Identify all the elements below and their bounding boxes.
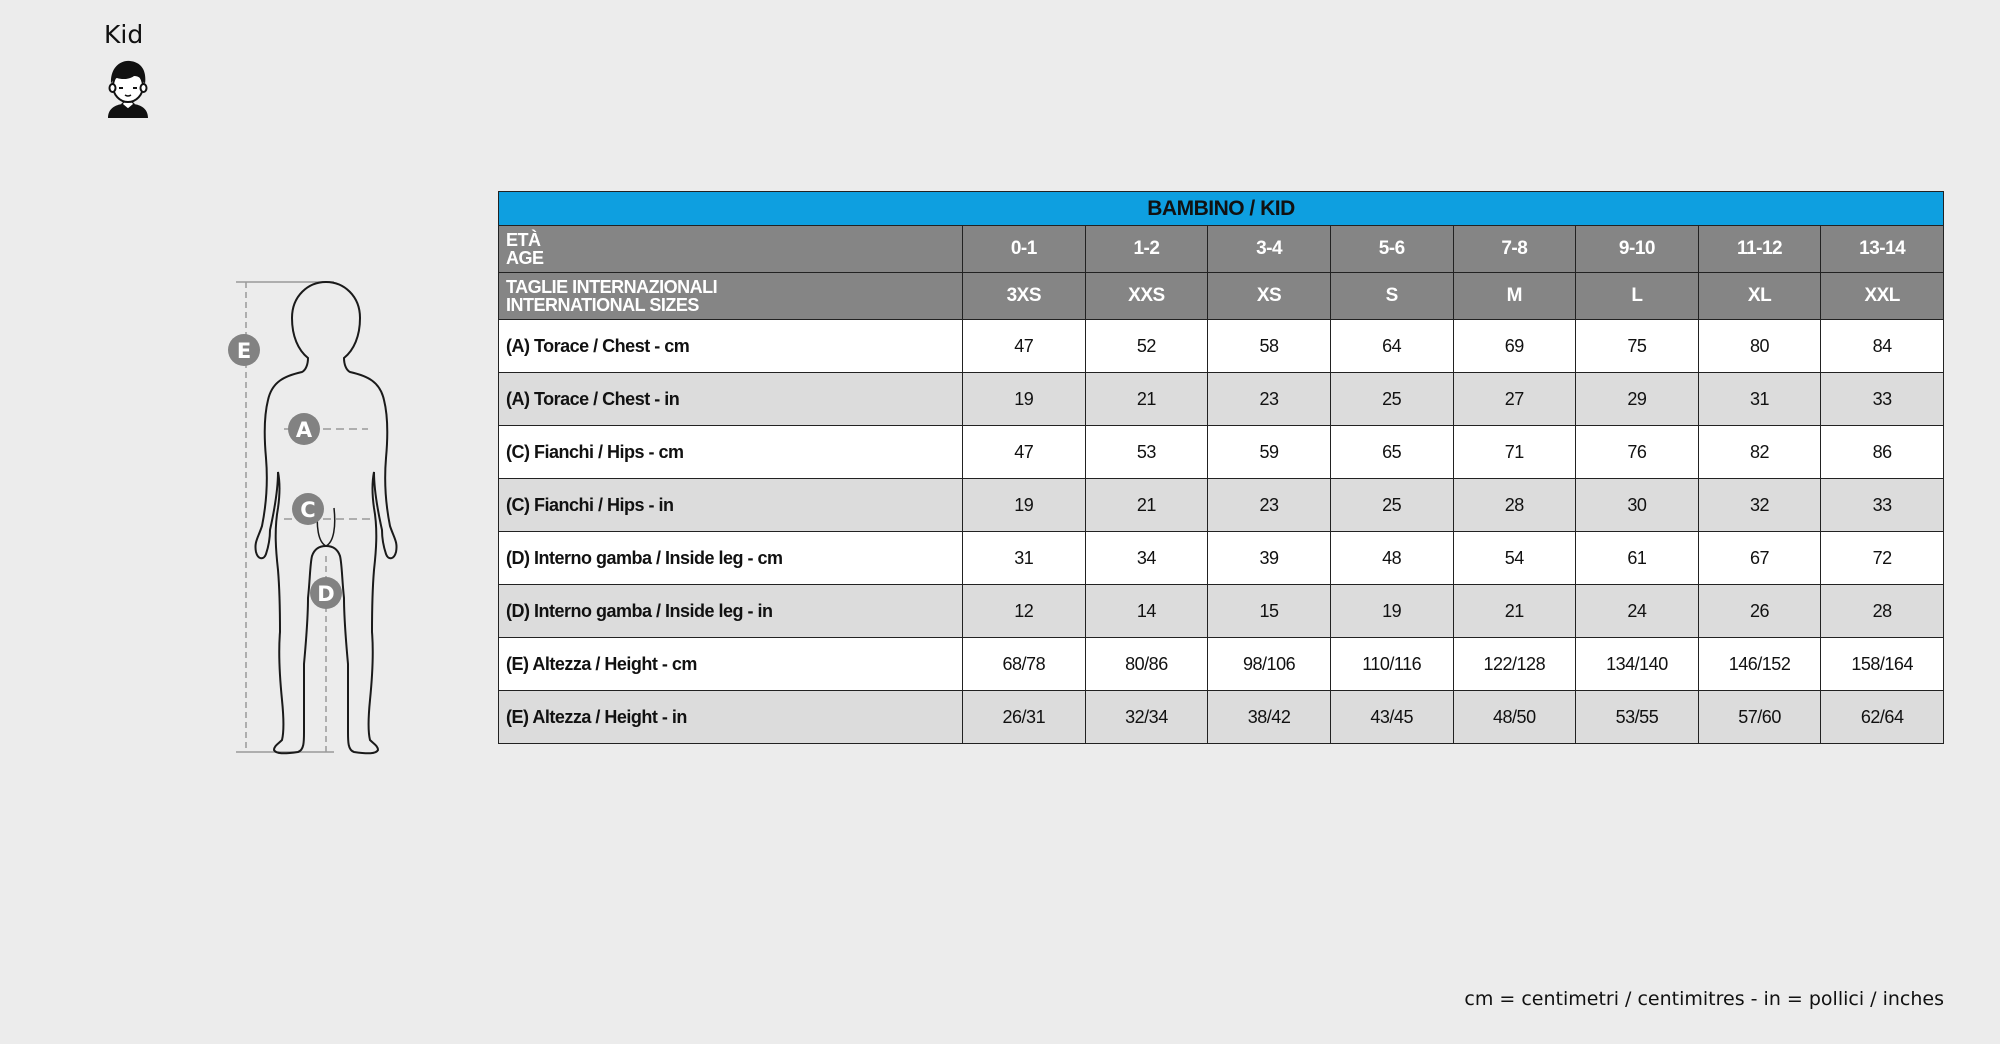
marker-a (288, 413, 320, 445)
row-label: (D) Interno gamba / Inside leg - cm (499, 532, 963, 585)
size-cell: 3XS (963, 273, 1086, 320)
value-cell: 64 (1330, 320, 1453, 373)
value-cell: 134/140 (1576, 638, 1699, 691)
svg-text:D: D (317, 582, 335, 606)
value-cell: 25 (1330, 479, 1453, 532)
svg-text:E: E (236, 339, 252, 363)
table-row (499, 479, 1944, 532)
value-cell: 53/55 (1576, 691, 1699, 744)
value-cell: 47 (963, 320, 1086, 373)
table-row (499, 373, 1944, 426)
age-cell: 13-14 (1821, 226, 1944, 273)
value-cell: 72 (1821, 532, 1944, 585)
value-cell: 158/164 (1821, 638, 1944, 691)
table-row (499, 638, 1944, 691)
age-cell: 3-4 (1208, 226, 1331, 273)
value-cell: 15 (1208, 585, 1331, 638)
age-row-label: ETÀ AGE (499, 226, 963, 273)
age-cell: 1-2 (1085, 226, 1208, 273)
value-cell: 31 (963, 532, 1086, 585)
value-cell: 19 (1330, 585, 1453, 638)
row-label: (A) Torace / Chest - in (499, 373, 963, 426)
value-cell: 24 (1576, 585, 1699, 638)
age-cell: 9-10 (1576, 226, 1699, 273)
value-cell: 23 (1208, 479, 1331, 532)
row-label: (E) Altezza / Height - in (499, 691, 963, 744)
value-cell: 33 (1821, 373, 1944, 426)
svg-text:A: A (295, 418, 313, 442)
table-title-row (499, 192, 1944, 226)
value-cell: 146/152 (1698, 638, 1821, 691)
value-cell: 71 (1453, 426, 1576, 479)
units-footnote: cm = centimetri / centimitres - in = pollici / inches (1464, 988, 1944, 1010)
table-row (499, 426, 1944, 479)
kid-face-icon (106, 54, 150, 120)
age-cell: 11-12 (1698, 226, 1821, 273)
value-cell: 28 (1453, 479, 1576, 532)
value-cell: 38/42 (1208, 691, 1331, 744)
value-cell: 19 (963, 479, 1086, 532)
size-cell: XL (1698, 273, 1821, 320)
value-cell: 43/45 (1330, 691, 1453, 744)
value-cell: 26 (1698, 585, 1821, 638)
age-cell: 5-6 (1330, 226, 1453, 273)
value-cell: 58 (1208, 320, 1331, 373)
size-cell: XXL (1821, 273, 1944, 320)
value-cell: 32 (1698, 479, 1821, 532)
value-cell: 52 (1085, 320, 1208, 373)
value-cell: 76 (1576, 426, 1699, 479)
svg-text:C: C (300, 498, 316, 522)
row-label: (A) Torace / Chest - cm (499, 320, 963, 373)
marker-e (228, 334, 260, 366)
kid-label: Kid (104, 20, 144, 49)
size-chart-table (498, 191, 1944, 744)
value-cell: 65 (1330, 426, 1453, 479)
age-cell: 7-8 (1453, 226, 1576, 273)
child-body-outline (255, 282, 396, 753)
value-cell: 48/50 (1453, 691, 1576, 744)
value-cell: 122/128 (1453, 638, 1576, 691)
table-row (499, 532, 1944, 585)
value-cell: 67 (1698, 532, 1821, 585)
value-cell: 68/78 (963, 638, 1086, 691)
size-cell: XXS (1085, 273, 1208, 320)
size-row-label: TAGLIE INTERNAZIONALI INTERNATIONAL SIZES (499, 273, 963, 320)
value-cell: 21 (1453, 585, 1576, 638)
value-cell: 29 (1576, 373, 1699, 426)
table-row (499, 320, 1944, 373)
value-cell: 69 (1453, 320, 1576, 373)
age-row (499, 226, 1944, 273)
value-cell: 48 (1330, 532, 1453, 585)
table-row (499, 691, 1944, 744)
value-cell: 82 (1698, 426, 1821, 479)
size-cell: M (1453, 273, 1576, 320)
value-cell: 21 (1085, 373, 1208, 426)
table-row (499, 585, 1944, 638)
value-cell: 59 (1208, 426, 1331, 479)
value-cell: 25 (1330, 373, 1453, 426)
value-cell: 110/116 (1330, 638, 1453, 691)
value-cell: 34 (1085, 532, 1208, 585)
value-cell: 86 (1821, 426, 1944, 479)
size-cell: L (1576, 273, 1699, 320)
value-cell: 80 (1698, 320, 1821, 373)
value-cell: 28 (1821, 585, 1944, 638)
row-label: (E) Altezza / Height - cm (499, 638, 963, 691)
value-cell: 23 (1208, 373, 1331, 426)
value-cell: 47 (963, 426, 1086, 479)
marker-d (310, 577, 342, 609)
value-cell: 26/31 (963, 691, 1086, 744)
value-cell: 98/106 (1208, 638, 1331, 691)
row-label: (C) Fianchi / Hips - cm (499, 426, 963, 479)
size-cell: S (1330, 273, 1453, 320)
marker-c (292, 493, 324, 525)
value-cell: 33 (1821, 479, 1944, 532)
value-cell: 39 (1208, 532, 1331, 585)
table-title: BAMBINO / KID (499, 192, 1944, 226)
value-cell: 14 (1085, 585, 1208, 638)
value-cell: 12 (963, 585, 1086, 638)
value-cell: 62/64 (1821, 691, 1944, 744)
size-cell: XS (1208, 273, 1331, 320)
value-cell: 21 (1085, 479, 1208, 532)
value-cell: 54 (1453, 532, 1576, 585)
value-cell: 84 (1821, 320, 1944, 373)
value-cell: 27 (1453, 373, 1576, 426)
value-cell: 31 (1698, 373, 1821, 426)
value-cell: 57/60 (1698, 691, 1821, 744)
body-measurement-diagram (224, 276, 424, 760)
value-cell: 75 (1576, 320, 1699, 373)
value-cell: 80/86 (1085, 638, 1208, 691)
age-cell: 0-1 (963, 226, 1086, 273)
value-cell: 53 (1085, 426, 1208, 479)
row-label: (C) Fianchi / Hips - in (499, 479, 963, 532)
size-row (499, 273, 1944, 320)
value-cell: 61 (1576, 532, 1699, 585)
kid-badge (104, 20, 164, 120)
value-cell: 19 (963, 373, 1086, 426)
value-cell: 30 (1576, 479, 1699, 532)
value-cell: 32/34 (1085, 691, 1208, 744)
row-label: (D) Interno gamba / Inside leg - in (499, 585, 963, 638)
